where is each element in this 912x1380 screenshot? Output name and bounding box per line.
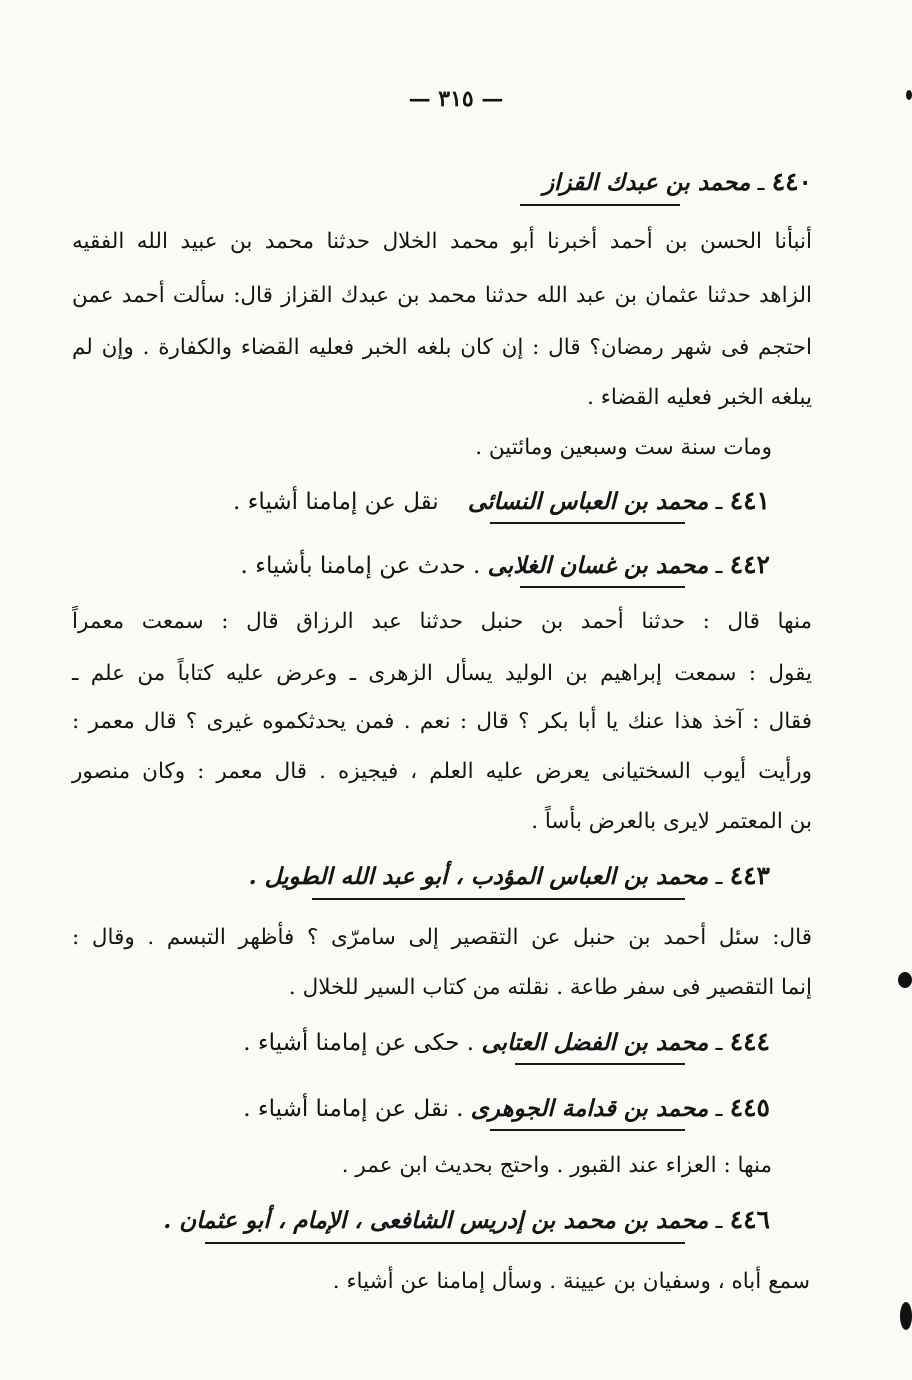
body-line: منها قال : حدثنا أحمد بن حنبل حدثنا عبد الرزاق قال : سمعت معمراً bbox=[72, 609, 812, 634]
scan-mark bbox=[900, 1302, 912, 1330]
body-line: بن المعتمر لايرى بالعرض بأساً . bbox=[531, 809, 812, 834]
body-line: فقال : آخذ هذا عنك يا أبا بكر ؟ قال : نعم . فمن يحدثكموه غيرى ؟ قال معمر : bbox=[72, 709, 812, 734]
body-line: إنما التقصير فى سفر طاعة . نقلته من كتاب السير للخلال . bbox=[288, 975, 812, 1000]
page-number: — ٣١٥ — bbox=[408, 86, 504, 112]
entry-441-heading: ٤٤١ ـ محمد بن العباس النسائى نقل عن إمامنا أشياء . bbox=[233, 486, 770, 515]
body-line: يقول : سمعت إبراهيم بن الوليد يسأل الزهرى ـ وعرض عليه كتاباً من علم ـ bbox=[72, 661, 812, 686]
entry-number: ٤٤١ bbox=[729, 486, 770, 515]
heading-underline bbox=[520, 586, 685, 588]
body-line: الزاهد حدثنا عثمان بن عبد الله حدثنا محمد بن عبدك القزاز قال: سألت أحمد عمن bbox=[72, 283, 812, 308]
entry-number: ٤٤٠ bbox=[771, 167, 812, 196]
body-line: يبلغه الخبر فعليه القضاء . bbox=[587, 385, 812, 410]
entry-note: . نقل عن إمامنا أشياء . bbox=[243, 1096, 464, 1122]
body-line: أنبأنا الحسن بن أحمد أخبرنا أبو محمد الخلال حدثنا محمد بن عبيد الله الفقيه bbox=[72, 229, 812, 254]
heading-underline bbox=[490, 522, 685, 524]
entry-name: محمد بن قدامة الجوهرى bbox=[470, 1095, 709, 1122]
entry-number: ٤٤٤ bbox=[729, 1027, 770, 1056]
heading-underline bbox=[312, 898, 685, 900]
entry-name: محمد بن عبدك القزاز bbox=[542, 169, 751, 196]
entry-note: . حدث عن إمامنا بأشياء . bbox=[240, 553, 481, 579]
scan-mark bbox=[906, 90, 912, 100]
entry-name: محمد بن محمد بن إدريس الشافعى ، الإمام ، أبو عثمان . bbox=[163, 1207, 709, 1234]
body-line: ومات سنة ست وسبعين ومائتين . bbox=[475, 435, 772, 460]
body-line: قال: سئل أحمد بن حنبل عن التقصير إلى سامرّى ؟ فأظهر التبسم . وقال : bbox=[72, 925, 812, 950]
entry-name: محمد بن غسان الغلابى bbox=[487, 552, 709, 579]
heading-underline bbox=[520, 204, 680, 206]
entry-number: ٤٤٣ bbox=[729, 861, 770, 890]
body-line: منها : العزاء عند القبور . واحتج بحديث ابن عمر . bbox=[341, 1153, 772, 1178]
entry-440-heading: ٤٤٠ ـ محمد بن عبدك القزاز bbox=[542, 167, 812, 196]
entry-note: . حكى عن إمامنا أشياء . bbox=[243, 1030, 475, 1056]
body-line: ورأيت أيوب السختيانى يعرض عليه العلم ، فيجيزه . قال معمر : وكان منصور bbox=[72, 759, 812, 784]
body-line: احتجم فى شهر رمضان؟ قال : إن كان بلغه الخبر فعليه القضاء والكفارة . وإن لم bbox=[72, 335, 812, 360]
entry-442-heading: ٤٤٢ ـ محمد بن غسان الغلابى . حدث عن إمامنا بأشياء . bbox=[240, 550, 770, 579]
body-line: سمع أباه ، وسفيان بن عيينة . وسأل إمامنا عن أشياء . bbox=[332, 1269, 810, 1294]
entry-446-heading: ٤٤٦ ـ محمد بن محمد بن إدريس الشافعى ، الإمام ، أبو عثمان . bbox=[163, 1205, 770, 1234]
entry-number: ٤٤٢ bbox=[729, 550, 770, 579]
entry-443-heading: ٤٤٣ ـ محمد بن العباس المؤدب ، أبو عبد الله الطويل . bbox=[248, 861, 770, 890]
entry-name: محمد بن العباس المؤدب ، أبو عبد الله الطويل . bbox=[248, 863, 709, 890]
scan-mark bbox=[898, 972, 912, 988]
entry-name: محمد بن العباس النسائى bbox=[467, 488, 709, 515]
heading-underline bbox=[205, 1242, 685, 1244]
entry-444-heading: ٤٤٤ ـ محمد بن الفضل العتابى . حكى عن إمامنا أشياء . bbox=[243, 1027, 770, 1056]
entry-note: نقل عن إمامنا أشياء . bbox=[233, 489, 439, 515]
heading-underline bbox=[515, 1063, 685, 1065]
entry-445-heading: ٤٤٥ ـ محمد بن قدامة الجوهرى . نقل عن إمامنا أشياء . bbox=[243, 1093, 770, 1122]
heading-underline bbox=[490, 1129, 685, 1131]
entry-name: محمد بن الفضل العتابى bbox=[481, 1029, 709, 1056]
entry-number: ٤٤٦ bbox=[729, 1205, 770, 1234]
entry-number: ٤٤٥ bbox=[729, 1093, 770, 1122]
